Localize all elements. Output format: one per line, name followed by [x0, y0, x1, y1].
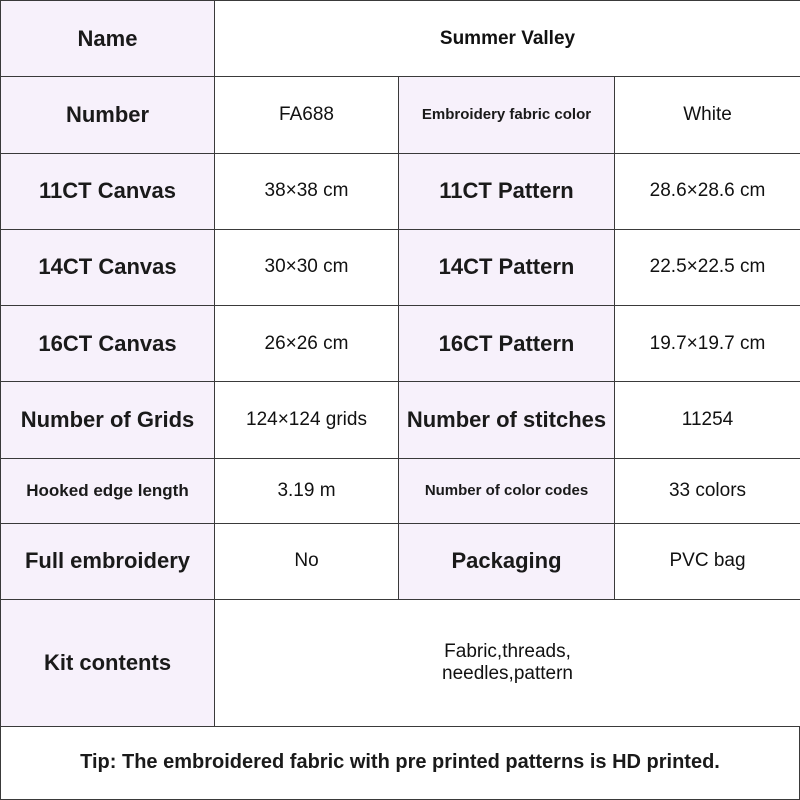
- label-color-codes: Number of color codes: [399, 458, 615, 523]
- table-row: [1, 382, 800, 458]
- label-14ct-canvas: 14CT Canvas: [1, 229, 215, 305]
- table-row: [1, 229, 800, 305]
- label-11ct-pattern: 11CT Pattern: [399, 153, 615, 229]
- value-kit-contents: [215, 599, 800, 726]
- kit-contents-line-1: Fabric,threads,: [444, 640, 571, 662]
- label-14ct-pattern: 14CT Pattern: [399, 229, 615, 305]
- value-11ct-canvas: 38×38 cm: [215, 153, 399, 229]
- table-row: [1, 599, 800, 726]
- value-16ct-canvas: 26×26 cm: [215, 306, 399, 382]
- table-row: [1, 306, 800, 382]
- table-row: [1, 1, 800, 77]
- label-16ct-pattern: 16CT Pattern: [399, 306, 615, 382]
- label-full-embroidery: Full embroidery: [1, 523, 215, 599]
- label-number: Number: [1, 77, 215, 153]
- value-11ct-pattern: 28.6×28.6 cm: [615, 153, 800, 229]
- value-full-embroidery: No: [215, 523, 399, 599]
- label-16ct-canvas: 16CT Canvas: [1, 306, 215, 382]
- value-14ct-pattern: 22.5×22.5 cm: [615, 229, 800, 305]
- label-number-of-grids: Number of Grids: [1, 382, 215, 458]
- value-packaging: PVC bag: [615, 523, 800, 599]
- table-row: [1, 153, 800, 229]
- value-name: Summer Valley: [215, 1, 800, 77]
- label-kit-contents: Kit contents: [1, 599, 215, 726]
- value-hooked-edge-length: 3.19 m: [215, 458, 399, 523]
- value-fabric-color: White: [615, 77, 800, 153]
- kit-contents-line-2: needles,pattern: [442, 662, 573, 684]
- value-14ct-canvas: 30×30 cm: [215, 229, 399, 305]
- table-row: [1, 523, 800, 599]
- tip-note: Tip: The embroidered fabric with pre printed patterns is HD printed.: [0, 726, 800, 800]
- label-fabric-color: Embroidery fabric color: [399, 77, 615, 153]
- table-row: [1, 77, 800, 153]
- value-color-codes: 33 colors: [615, 458, 800, 523]
- label-hooked-edge-length: Hooked edge length: [1, 458, 215, 523]
- label-number-of-stitches: Number of stitches: [399, 382, 615, 458]
- value-number-of-stitches: 11254: [615, 382, 800, 458]
- label-name: Name: [1, 1, 215, 77]
- label-11ct-canvas: 11CT Canvas: [1, 153, 215, 229]
- table-row: [1, 458, 800, 523]
- label-packaging: Packaging: [399, 523, 615, 599]
- value-number-of-grids: 124×124 grids: [215, 382, 399, 458]
- value-16ct-pattern: 19.7×19.7 cm: [615, 306, 800, 382]
- value-number: FA688: [215, 77, 399, 153]
